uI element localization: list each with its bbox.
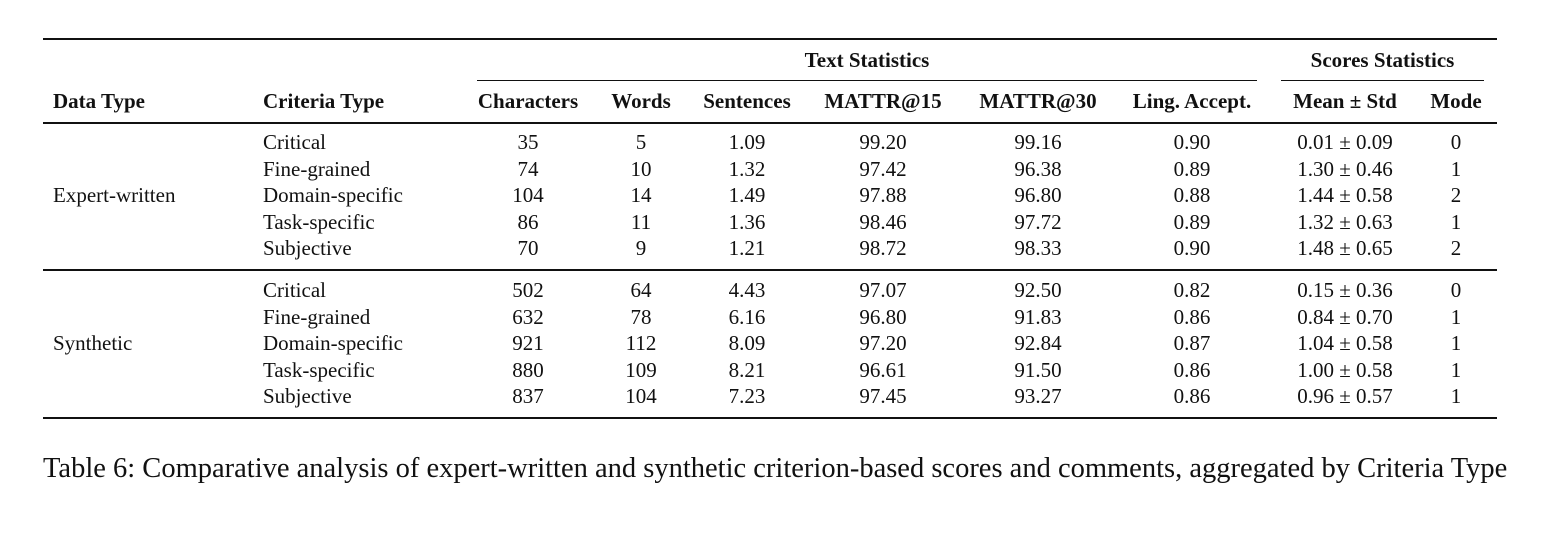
cell-characters: 880 [512,357,544,382]
cell-sentences: 1.32 [728,156,766,181]
cell-mode: 1 [1450,304,1462,329]
cell-mattr15: 98.72 [859,236,907,260]
cell-mattr15: 97.42 [859,156,907,181]
cell-words: 109 [625,357,657,382]
bottom-rule [43,417,1497,419]
cell-sentences: 1.21 [728,236,766,260]
cell-words: 14 [630,183,652,207]
column-header-mattr30: MATTR@30 [979,89,1097,113]
column-header-words: Words [611,89,671,113]
cell-mean-std: 1.32 ± 0.63 [1297,209,1393,234]
cell-mattr30: 91.83 [1014,304,1062,329]
cell-words: 104 [625,384,657,408]
cell-ling-accept: 0.88 [1173,183,1211,207]
cell-characters: 86 [517,209,539,234]
cell-mode: 0 [1450,130,1462,154]
cell-ling-accept: 0.87 [1173,331,1211,355]
column-header-characters: Characters [477,89,579,113]
cell-words: 5 [635,130,647,154]
cell-characters: 837 [512,384,544,408]
text-statistics-underline [477,80,1257,81]
cell-ling-accept: 0.89 [1173,209,1211,234]
table-caption: Table 6: Comparative analysis of expert-written and synthetic criterion-based scores and comments, aggregated by Criteria Type [43,453,1508,484]
cell-mattr15: 99.20 [859,130,907,154]
cell-mode: 1 [1450,331,1462,355]
cell-mean-std: 1.04 ± 0.58 [1297,331,1393,355]
cell-mode: 2 [1450,183,1462,207]
cell-ling-accept: 0.90 [1173,236,1211,260]
cell-mattr15: 98.46 [859,209,907,234]
cell-mean-std: 0.15 ± 0.36 [1297,278,1393,302]
cell-ling-accept: 0.86 [1173,384,1211,408]
column-header-mode: Mode [1430,89,1482,113]
cell-criteria-type: Critical [263,278,326,302]
cell-criteria-type: Subjective [263,384,352,408]
cell-mattr30: 92.50 [1014,278,1062,302]
cell-criteria-type: Task-specific [263,357,375,382]
cell-mode: 0 [1450,278,1462,302]
cell-mattr30: 92.84 [1014,331,1062,355]
cell-words: 64 [630,278,652,302]
cell-mode: 1 [1450,209,1462,234]
cell-characters: 502 [512,278,544,302]
cell-mode: 1 [1450,156,1462,181]
column-header-criteria-type: Criteria Type [263,89,385,113]
cell-mattr30: 96.80 [1014,183,1062,207]
cell-words: 11 [630,209,652,234]
group-header-text-statistics: Text Statistics [804,48,930,72]
cell-characters: 921 [512,331,544,355]
group-header-scores-statistics: Scores Statistics [1310,48,1455,72]
cell-words: 112 [625,331,657,355]
cell-mattr30: 93.27 [1014,384,1062,408]
cell-mean-std: 1.44 ± 0.58 [1297,183,1393,207]
cell-mattr15: 97.88 [859,183,907,207]
cell-ling-accept: 0.86 [1173,357,1211,382]
cell-mode: 2 [1450,236,1462,260]
column-header-data-type: Data Type [53,89,145,113]
cell-mattr30: 91.50 [1014,357,1062,382]
column-header-mattr15: MATTR@15 [824,89,942,113]
cell-characters: 70 [517,236,539,260]
cell-ling-accept: 0.90 [1173,130,1211,154]
cell-words: 9 [635,236,647,260]
top-rule [43,38,1497,40]
cell-mattr15: 96.61 [859,357,907,382]
cell-mattr30: 99.16 [1014,130,1062,154]
cell-mattr30: 98.33 [1014,236,1062,260]
cell-mode: 1 [1450,357,1462,382]
cell-criteria-type: Fine-grained [263,304,371,329]
cell-mean-std: 1.00 ± 0.58 [1297,357,1393,382]
cell-criteria-type: Domain-specific [263,331,403,355]
header-rule [43,122,1497,124]
cell-mattr15: 97.45 [859,384,907,408]
cell-mattr30: 97.72 [1014,209,1062,234]
cell-mattr30: 96.38 [1014,156,1062,181]
cell-mean-std: 1.30 ± 0.46 [1297,156,1393,181]
cell-words: 78 [630,304,652,329]
cell-words: 10 [630,156,652,181]
cell-sentences: 1.36 [728,209,766,234]
cell-criteria-type: Subjective [263,236,352,260]
cell-mean-std: 0.01 ± 0.09 [1297,130,1393,154]
column-header-sentences: Sentences [703,89,791,113]
group-separator-rule [43,269,1497,271]
cell-mean-std: 0.84 ± 0.70 [1297,304,1393,329]
column-header-mean-std: Mean ± Std [1293,89,1397,113]
cell-mean-std: 0.96 ± 0.57 [1297,384,1393,408]
cell-characters: 35 [517,130,539,154]
cell-ling-accept: 0.89 [1173,156,1211,181]
cell-criteria-type: Critical [263,130,326,154]
cell-ling-accept: 0.82 [1173,278,1211,302]
cell-characters: 104 [512,183,544,207]
cell-criteria-type: Domain-specific [263,183,403,207]
cell-mattr15: 97.07 [859,278,907,302]
cell-criteria-type: Fine-grained [263,156,371,181]
cell-sentences: 1.49 [728,183,766,207]
column-header-ling-accept: Ling. Accept. [1132,89,1252,113]
data-type-label: Synthetic [53,331,133,355]
cell-mode: 1 [1450,384,1462,408]
cell-sentences: 8.21 [728,357,766,382]
data-type-label: Expert-written [53,183,176,207]
cell-mattr15: 97.20 [859,331,907,355]
cell-sentences: 6.16 [728,304,766,329]
cell-characters: 74 [517,156,539,181]
cell-sentences: 8.09 [728,331,766,355]
cell-mean-std: 1.48 ± 0.65 [1297,236,1393,260]
cell-sentences: 1.09 [728,130,766,154]
cell-sentences: 7.23 [728,384,766,408]
cell-criteria-type: Task-specific [263,209,375,234]
cell-mattr15: 96.80 [859,304,907,329]
cell-ling-accept: 0.86 [1173,304,1211,329]
cell-sentences: 4.43 [728,278,766,302]
scores-statistics-underline [1281,80,1484,81]
cell-characters: 632 [512,304,544,329]
